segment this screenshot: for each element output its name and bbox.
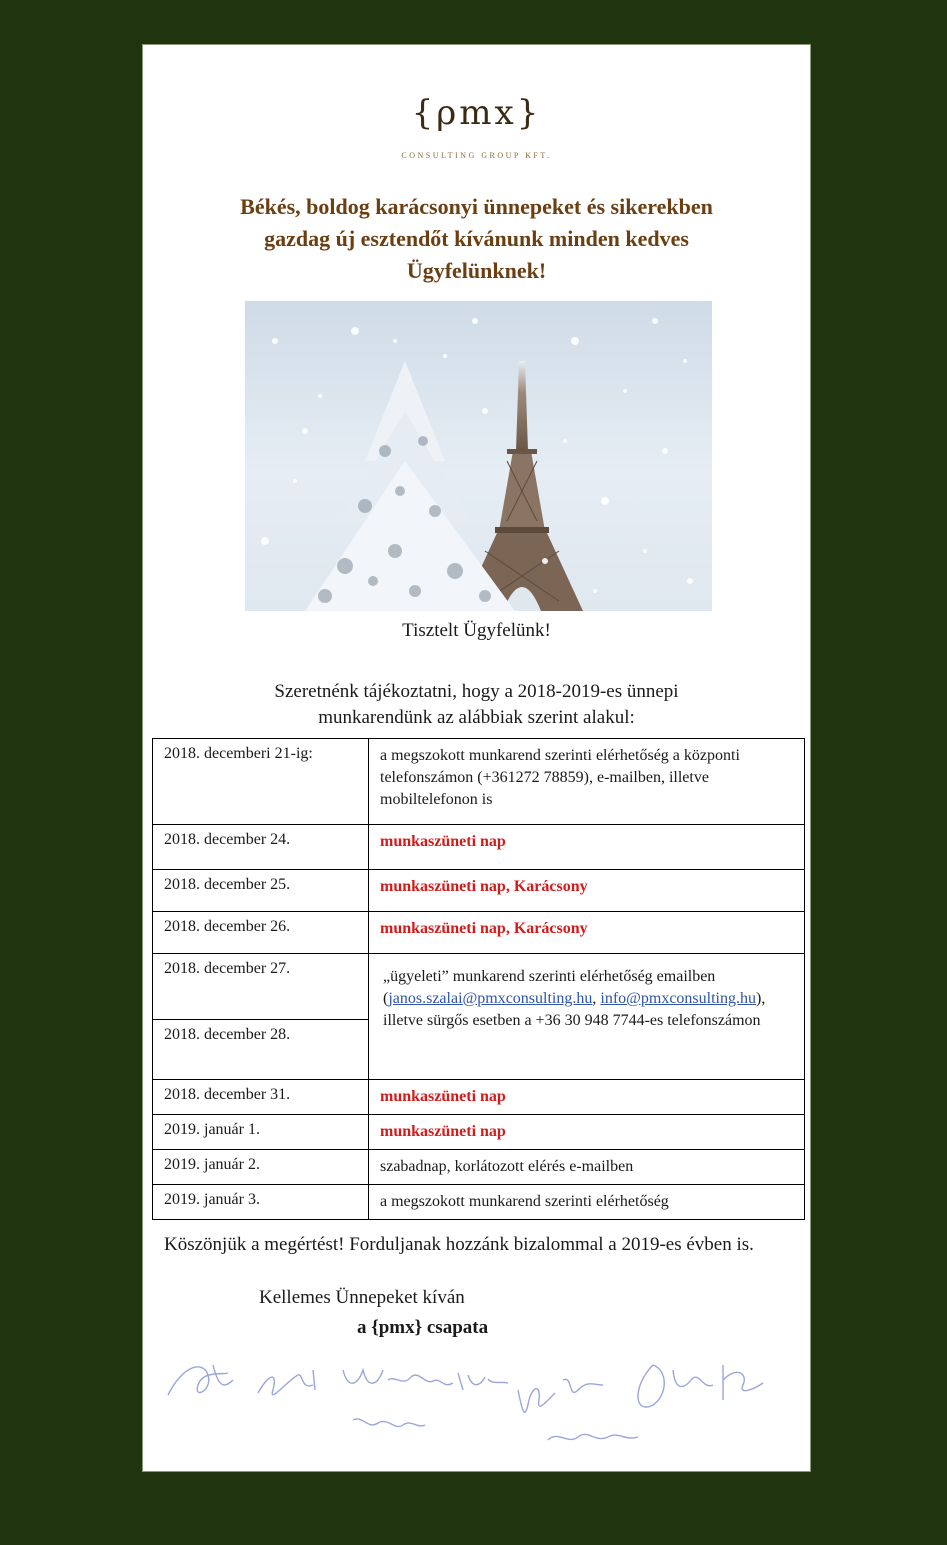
newsletter-card	[142, 44, 811, 1472]
table-row	[153, 1080, 805, 1115]
duty-separator: ,	[592, 990, 597, 1007]
schedule-note: a megszokott munkarend szerinti elérhetőség	[369, 1185, 805, 1220]
schedule-date: 2019. január 3.	[153, 1185, 369, 1220]
table-row	[153, 870, 805, 912]
holiday-schedule-table	[152, 738, 805, 1220]
headline-line: Ügyfelünknek!	[406, 258, 547, 283]
salutation: Tisztelt Ügyfelünk!	[402, 620, 551, 641]
table-row	[153, 739, 805, 825]
email-link-info[interactable]: info@pmxconsulting.hu	[600, 990, 756, 1007]
headline-line: Békés, boldog karácsonyi ünnepeket és sikerekben	[240, 194, 713, 219]
holiday-greeting-headline	[183, 191, 770, 287]
schedule-note: munkaszüneti nap, Karácsony	[369, 912, 805, 954]
schedule-note: munkaszüneti nap	[369, 1080, 805, 1115]
duty-suffix: ), illetve sürgős esetben a +36 30 948 7744-es telefonszámon	[383, 990, 766, 1029]
table-row	[153, 912, 805, 954]
email-link-janos[interactable]: janos.szalai@pmxconsulting.hu	[388, 990, 593, 1007]
wishes-text: Kellemes Ünnepeket kíván	[259, 1287, 465, 1308]
table-row	[153, 954, 805, 1020]
schedule-date: 2018. december 27.	[153, 954, 369, 1020]
schedule-date: 2018. decemberi 21-ig:	[153, 739, 369, 825]
schedule-note: munkaszüneti nap	[369, 825, 805, 870]
handwritten-signatures	[163, 1345, 783, 1455]
duty-prefix: „ügyeleti” munkarend szerinti elérhetőség emailben (	[383, 968, 716, 1007]
table-row	[153, 825, 805, 870]
team-signature-line: a {pmx} csapata	[357, 1317, 489, 1338]
schedule-date: 2018. december 26.	[153, 912, 369, 954]
brand-logo: {ρmx}	[411, 93, 542, 133]
schedule-date: 2018. december 24.	[153, 825, 369, 870]
schedule-date: 2018. december 31.	[153, 1080, 369, 1115]
schedule-note: a megszokott munkarend szerinti elérhetőség a központi telefonszámon (+361272 78859), e-mailben, illetve mobiltelefonon is	[369, 739, 805, 825]
headline-line: gazdag új esztendőt kívánunk minden kedves	[264, 226, 689, 251]
schedule-date: 2018. december 25.	[153, 870, 369, 912]
schedule-date: 2019. január 1.	[153, 1115, 369, 1150]
schedule-note-duty	[369, 954, 805, 1080]
closing-text: Köszönjük a megértést! Forduljanak hozzánk bizalommal a 2019-es évben is.	[164, 1234, 754, 1255]
schedule-note: munkaszüneti nap, Karácsony	[369, 870, 805, 912]
intro-line: munkarendünk az alábbiak szerint alakul:	[318, 707, 635, 728]
snowy-eiffel-tower-image	[245, 301, 712, 611]
schedule-date: 2019. január 2.	[153, 1150, 369, 1185]
table-row	[153, 1185, 805, 1220]
intro-text	[203, 679, 750, 731]
schedule-note: munkaszüneti nap	[369, 1115, 805, 1150]
table-row	[153, 1150, 805, 1185]
table-row	[153, 1115, 805, 1150]
intro-line: Szeretnénk tájékoztatni, hogy a 2018-2019-es ünnepi	[274, 681, 679, 702]
schedule-date: 2018. december 28.	[153, 1020, 369, 1080]
schedule-note: szabadnap, korlátozott elérés e-mailben	[369, 1150, 805, 1185]
brand-subtitle: CONSULTING GROUP KFT.	[401, 151, 552, 160]
